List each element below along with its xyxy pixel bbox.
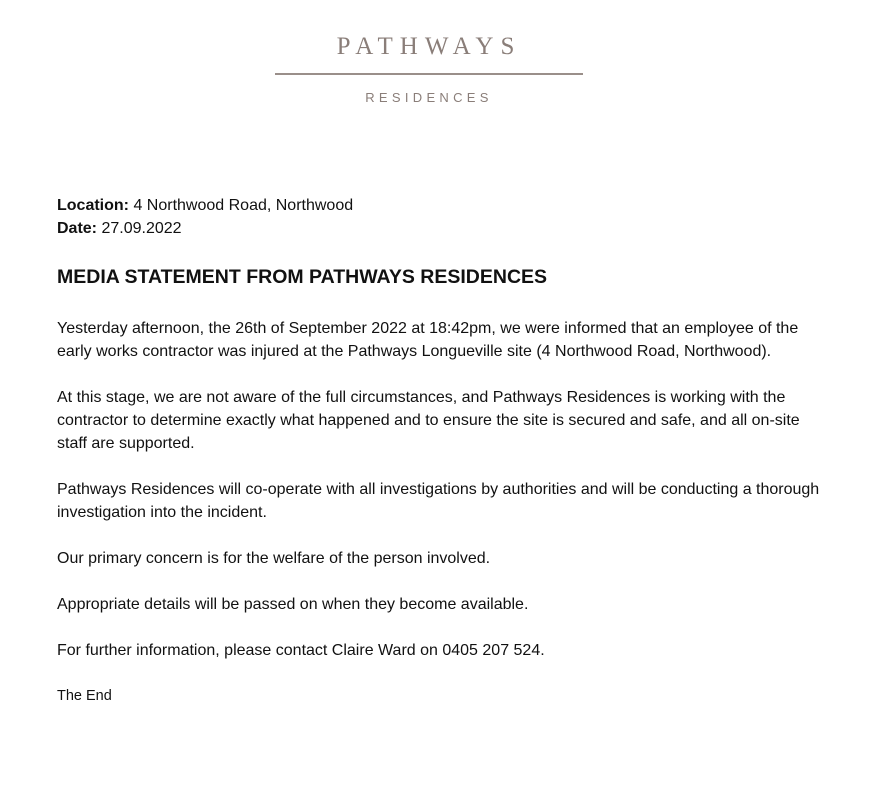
- statement-meta: [57, 194, 353, 240]
- closing-text: The End: [57, 688, 112, 704]
- paragraph-incident: Yesterday afternoon, the 26th of September 2022 at 18:42pm, we were informed that an employee of the early works contractor was injured at the Pathways Longueville site (4 Northwood Road, Northwood).: [57, 320, 799, 360]
- statement-heading: MEDIA STATEMENT FROM PATHWAYS RESIDENCES: [57, 266, 548, 288]
- location-value: 4 Northwood Road, Northwood: [129, 197, 354, 214]
- statement-body: [57, 317, 827, 731]
- paragraph-welfare: Our primary concern is for the welfare of the person involved.: [57, 550, 491, 567]
- location-line: [57, 194, 353, 217]
- location-label: Location:: [57, 197, 129, 214]
- paragraph-investigation: Pathways Residences will co-operate with all investigations by authorities and will be conducting a thorough investigation into the incident.: [57, 481, 820, 521]
- logo-title: PATHWAYS: [336, 33, 522, 60]
- logo-divider: [275, 73, 583, 75]
- date-value: 27.09.2022: [97, 220, 182, 237]
- paragraph-contact: For further information, please contact Claire Ward on 0405 207 524.: [57, 642, 545, 659]
- paragraph-details: Appropriate details will be passed on when they become available.: [57, 596, 529, 613]
- date-label: Date:: [57, 220, 98, 237]
- logo-subtitle: RESIDENCES: [365, 90, 493, 105]
- date-line: [57, 217, 353, 240]
- paragraph-circumstances: At this stage, we are not aware of the full circumstances, and Pathways Residences is working with the contractor to determine exactly what happened and to ensure the site is secured and safe, and all on-site staff are supported.: [57, 389, 800, 452]
